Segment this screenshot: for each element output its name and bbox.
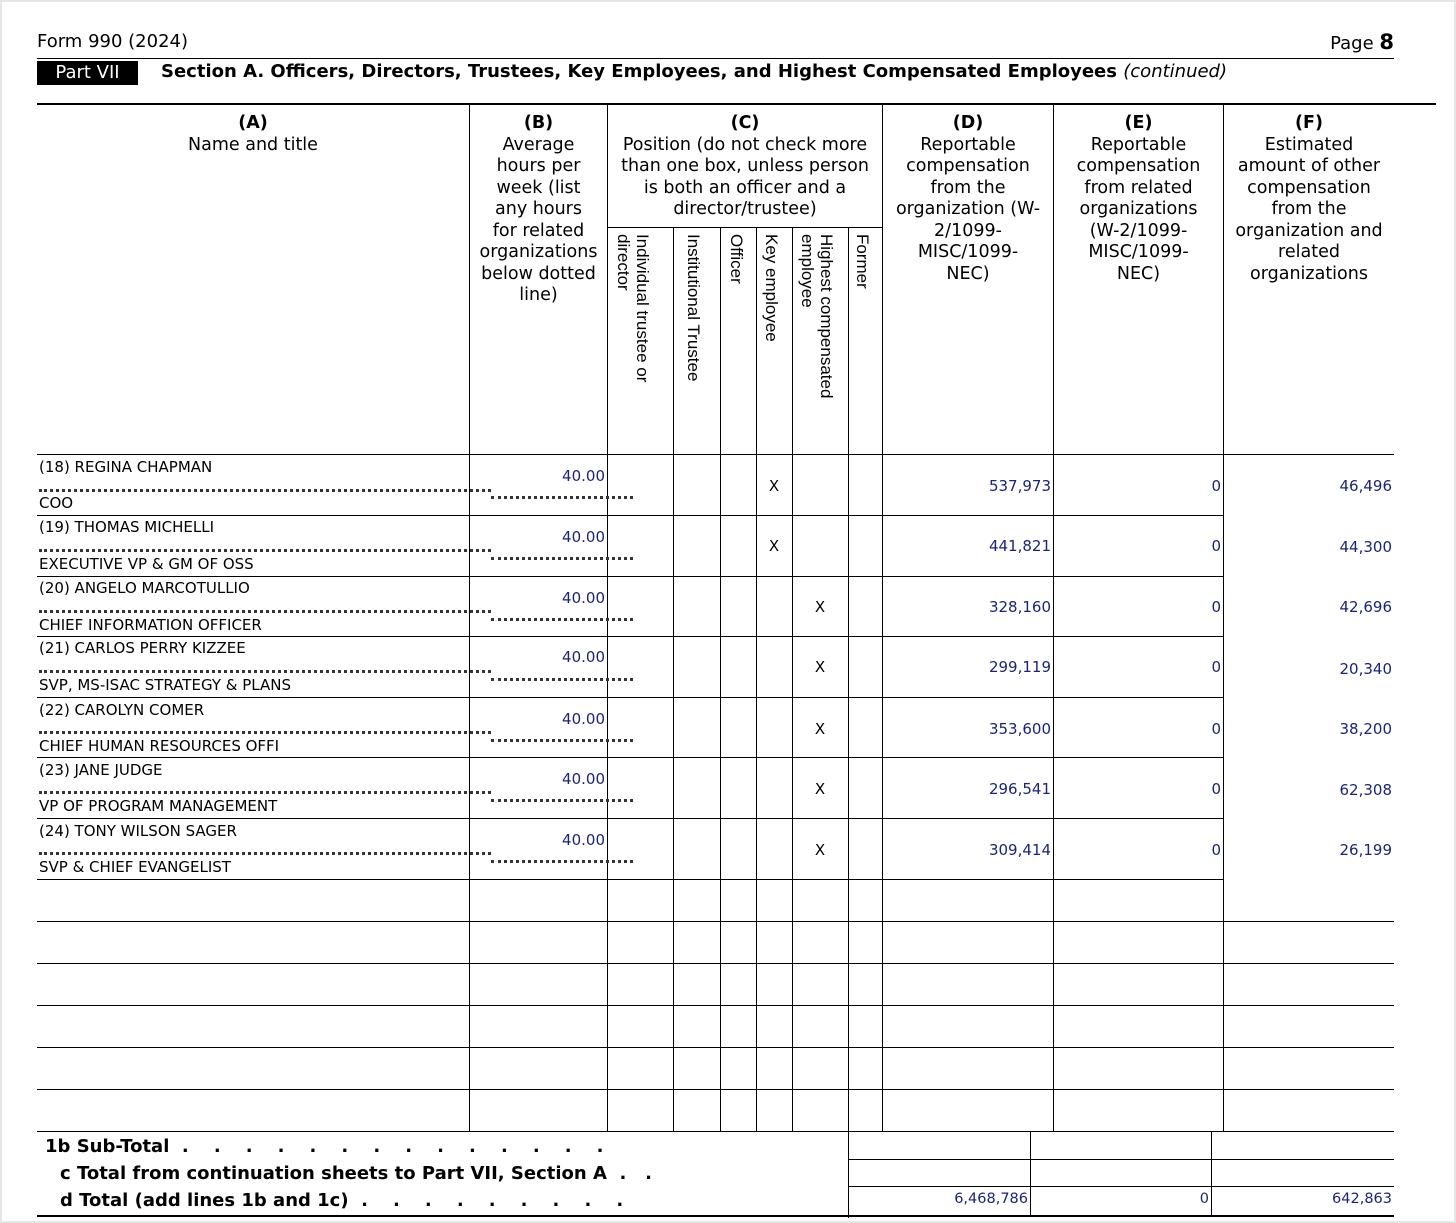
row-rule [37, 1005, 1394, 1006]
total-e: 0 [1199, 1191, 1209, 1207]
row-rule [37, 879, 1224, 880]
row-rule [37, 454, 1394, 455]
col-divider [756, 228, 757, 1132]
dotted-leader [39, 610, 491, 613]
highest-compensated-check: X [814, 841, 826, 859]
dotted-leader [491, 678, 633, 681]
comp-f: 26,199 [1339, 841, 1392, 859]
row-rule [37, 697, 1224, 698]
col-divider [792, 228, 793, 1132]
dotted-leader [491, 739, 633, 742]
rule [37, 58, 1394, 59]
highest-compensated-check: X [814, 658, 826, 676]
dotted-leader [39, 852, 491, 855]
c-subhead-rule [608, 227, 883, 228]
row-rule [37, 1047, 1394, 1048]
row-rule [37, 963, 1394, 964]
comp-d: 353,600 [988, 720, 1051, 738]
summary-divider [1211, 1132, 1212, 1216]
dotted-leader [491, 557, 633, 560]
dotted-leader [39, 731, 491, 734]
col-divider [848, 228, 849, 1218]
comp-d: 299,119 [988, 658, 1051, 676]
comp-d: 296,541 [988, 780, 1051, 798]
continuation-total-label: c Total from continuation sheets to Part VII, Section A . . [60, 1163, 652, 1184]
c-individual-trustee: Individual trustee or director [614, 234, 652, 383]
part-badge: Part VII [37, 61, 138, 85]
person-name: (23) JANE JUDGE [39, 761, 163, 779]
grand-total-label: d Total (add lines 1b and 1c) . . . . . . . . . [60, 1190, 624, 1211]
summary-rule [848, 1159, 1394, 1160]
person-title: EXECUTIVE VP & GM OF OSS [39, 555, 254, 573]
hours-value: 40.00 [562, 589, 605, 607]
hours-value: 40.00 [562, 648, 605, 666]
total-d: 6,468,786 [954, 1191, 1028, 1207]
person-name: (21) CARLOS PERRY KIZZEE [39, 639, 246, 657]
dotted-leader [39, 670, 491, 673]
dotted-leader [39, 549, 491, 552]
subtotal-label: 1b Sub-Total . . . . . . . . . . . . . . [45, 1136, 604, 1157]
hours-value: 40.00 [562, 770, 605, 788]
hours-value: 40.00 [562, 528, 605, 546]
comp-e: 0 [1211, 658, 1221, 676]
c-institutional-trustee: Institutional Trustee [684, 234, 703, 382]
hours-value: 40.00 [562, 831, 605, 849]
c-key-employee: Key employee [762, 234, 781, 342]
comp-e: 0 [1211, 780, 1221, 798]
comp-f: 42,696 [1339, 598, 1392, 616]
header-c: (C) Position (do not check more than one box, unless person is both an officer and a director/trustee) [621, 113, 869, 219]
comp-f: 44,300 [1339, 538, 1392, 556]
row-rule [37, 636, 1224, 637]
person-name: (22) CAROLYN COMER [39, 701, 205, 719]
header-e: (E) Reportable compensation from related organizations (W-2/1099- MISC/1099- NEC) [1076, 113, 1201, 284]
comp-d: 441,821 [988, 537, 1051, 555]
dotted-leader [491, 618, 633, 621]
row-rule [37, 818, 1224, 819]
comp-e: 0 [1211, 537, 1221, 555]
c-former: Former [853, 234, 872, 289]
person-name: (18) REGINA CHAPMAN [39, 458, 213, 476]
header-f: (F) Estimated amount of other compensation from the organization and related organizations [1235, 113, 1383, 284]
dotted-leader [491, 860, 633, 863]
dotted-leader [39, 489, 491, 492]
header-b: (B) Average hours per week (list any hours for related organizations below dotted line) [479, 113, 598, 305]
comp-e: 0 [1211, 477, 1221, 495]
page-number: Page 8 [1330, 30, 1394, 54]
comp-d: 537,973 [988, 477, 1051, 495]
form-id: Form 990 (2024) [37, 31, 188, 52]
table-top-rule [37, 103, 1436, 105]
person-title: SVP, MS-ISAC STRATEGY & PLANS [39, 676, 291, 694]
person-title: VP OF PROGRAM MANAGEMENT [39, 797, 278, 815]
c-officer: Officer [727, 234, 746, 284]
section-title: Section A. Officers, Directors, Trustees, Key Employees, and Highest Compensated Employees (continued) [161, 61, 1228, 82]
summary-rule [848, 1186, 1394, 1187]
row-rule [37, 1131, 1394, 1132]
row-rule [37, 576, 1224, 577]
comp-f: 46,496 [1339, 477, 1392, 495]
comp-e: 0 [1211, 720, 1221, 738]
row-rule [37, 921, 1394, 922]
comp-d: 309,414 [988, 841, 1051, 859]
person-name: (24) TONY WILSON SAGER [39, 822, 237, 840]
summary-divider [1030, 1132, 1031, 1216]
person-title: CHIEF HUMAN RESOURCES OFFI [39, 737, 280, 755]
dotted-leader [491, 799, 633, 802]
comp-e: 0 [1211, 841, 1221, 859]
row-rule [37, 515, 1224, 516]
person-name: (20) ANGELO MARCOTULLIO [39, 579, 250, 597]
comp-f: 20,340 [1339, 660, 1392, 678]
person-title: COO [39, 494, 74, 512]
highest-compensated-check: X [814, 598, 826, 616]
person-title: CHIEF INFORMATION OFFICER [39, 616, 262, 634]
comp-f: 38,200 [1339, 720, 1392, 738]
highest-compensated-check: X [814, 780, 826, 798]
comp-f: 62,308 [1339, 781, 1392, 799]
key-employee-check: X [768, 537, 780, 555]
row-rule [37, 1089, 1394, 1090]
comp-e: 0 [1211, 598, 1221, 616]
header-d: (D) Reportable compensation from the organization (W- 2/1099- MISC/1099- NEC) [895, 113, 1041, 284]
person-name: (19) THOMAS MICHELLI [39, 518, 215, 536]
highest-compensated-check: X [814, 720, 826, 738]
hours-value: 40.00 [562, 710, 605, 728]
comp-d: 328,160 [988, 598, 1051, 616]
hours-value: 40.00 [562, 467, 605, 485]
col-divider [673, 228, 674, 1132]
person-title: SVP & CHIEF EVANGELIST [39, 858, 231, 876]
summary-bottom-rule [37, 1215, 1394, 1217]
row-rule [37, 757, 1224, 758]
dotted-leader [39, 791, 491, 794]
dotted-leader [491, 496, 633, 499]
col-divider [720, 228, 721, 1132]
c-highest-compensated: Highest compensated employee [798, 234, 836, 399]
key-employee-check: X [768, 477, 780, 495]
total-f: 642,863 [1332, 1191, 1392, 1207]
header-a: (A) Name and title [188, 113, 318, 155]
